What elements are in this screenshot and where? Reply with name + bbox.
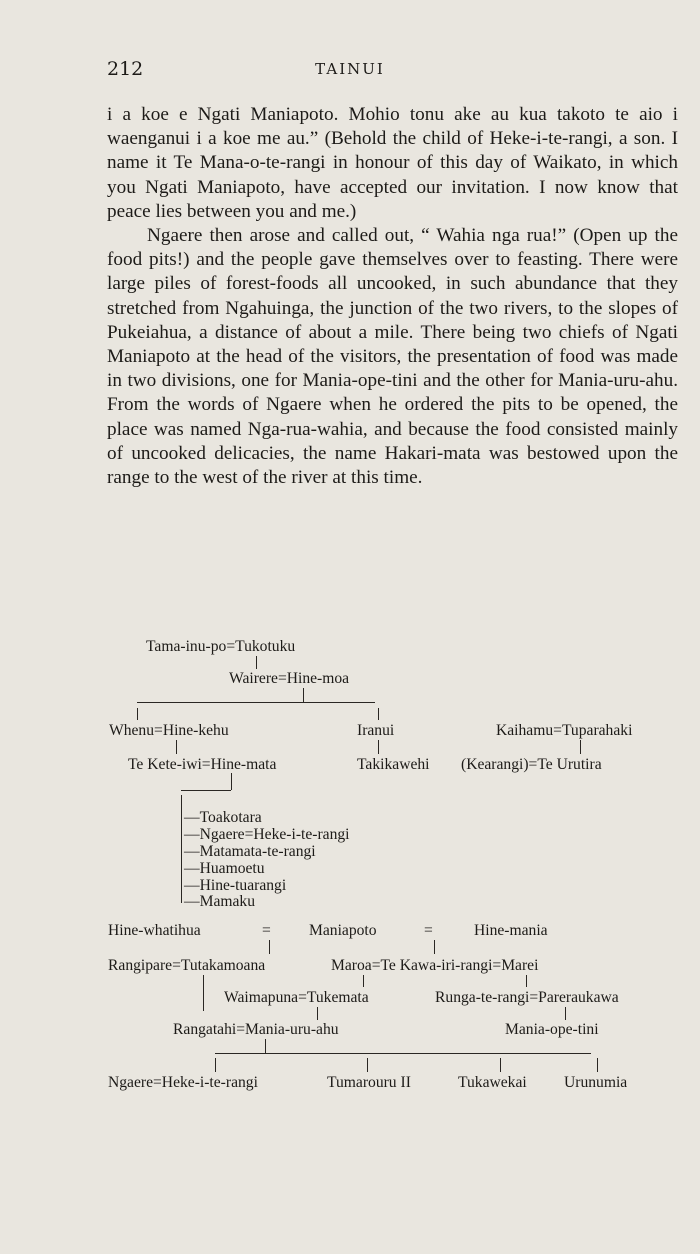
children-bracket-line <box>181 795 182 903</box>
sibling-line <box>215 1053 591 1054</box>
descent-line <box>500 1058 501 1072</box>
person-tumarouru: Tumarouru II <box>327 1074 411 1091</box>
person-takikawehi: Takikawehi <box>357 756 430 773</box>
paragraph-2: Ngaere then arose and called out, “ Wahia nga rua!” (Open up the food pits!) and the people gave themselves over to feasting. There were large piles of forest-foods all uncooked, in such abundance that they stretched from Ngahuinga, the junction of the two rivers, to the slopes of Pukeiahua, a distance of about a mile. There being two chiefs of Ngati Maniapoto at the head of the visitors, the presentation of food was made in two divisions, one for Mania-ope-tini and the other for Mania-uru-ahu. From the words of Ngaere when he ordered the pits to be opened, the place was named Nga-rua-wahia, and because the food consisted mainly of uncooked delicacies, the name Hakari-mata was bestowed upon the range to the west of the river at this time. <box>107 225 678 489</box>
couple-rangipare: Rangipare=Tutakamoana <box>108 957 266 974</box>
child-huamoetu: —Huamoetu <box>184 860 265 877</box>
couple-kaihamu: Kaihamu=Tuparahaki <box>496 722 633 739</box>
couple-kearangi: (Kearangi)=Te Urutira <box>461 756 602 773</box>
body-text <box>107 103 678 490</box>
descent-line <box>378 708 379 720</box>
child-mamaku: —Mamaku <box>184 893 256 910</box>
descent-line <box>363 975 364 987</box>
descent-line <box>203 975 204 1011</box>
couple-maroa: Maroa=Te Kawa-iri-rangi=Marei <box>331 957 539 974</box>
marriage-sign: = <box>262 922 271 939</box>
person-urunumia: Urunumia <box>564 1074 628 1091</box>
person-mania-ope-tini: Mania-ope-tini <box>505 1021 599 1038</box>
couple-rangatahi: Rangatahi=Mania-uru-ahu <box>173 1021 339 1038</box>
couple-runga-te-rangi: Runga-te-rangi=Pareraukawa <box>435 989 619 1006</box>
descent-line <box>265 1039 266 1053</box>
descent-line <box>231 773 232 790</box>
descent-line <box>317 1007 318 1020</box>
descent-line <box>303 688 304 702</box>
page-number: 212 <box>107 58 144 80</box>
marriage-sign: = <box>424 922 433 939</box>
descent-line <box>378 740 379 754</box>
couple-wairere: Wairere=Hine-moa <box>229 670 350 687</box>
descent-line <box>526 975 527 987</box>
person-iranui: Iranui <box>357 722 395 739</box>
descent-line <box>434 940 435 954</box>
descent-line <box>367 1058 368 1072</box>
running-head: TAINUI <box>315 60 385 78</box>
couple-whenu: Whenu=Hine-kehu <box>109 722 229 739</box>
descent-line <box>215 1058 216 1072</box>
person-maniapoto: Maniapoto <box>309 922 377 939</box>
person-tukawekai: Tukawekai <box>458 1074 527 1091</box>
paragraph-1: i a koe e Ngati Maniapoto. Mohio tonu ake au kua takoto te aio i waenganui i a koe me au.” (Behold the child of Heke-i-te-rangi, a son. I name it Te Mana-o-te-rangi in honour of this day of Waikato, in which you Ngati Maniapoto, have accepted our invitation. I now know that peace lies between you and me.) <box>107 104 678 222</box>
person-hine-whatihua: Hine-whatihua <box>108 922 201 939</box>
couple-te-kete-iwi: Te Kete-iwi=Hine-mata <box>128 756 277 773</box>
sibling-line <box>181 790 231 791</box>
couple-ngaere: Ngaere=Heke-i-te-rangi <box>108 1074 258 1091</box>
descent-line <box>269 940 270 954</box>
sibling-line <box>137 702 375 703</box>
child-matamata-te-rangi: —Matamata-te-rangi <box>184 843 316 860</box>
descent-line <box>597 1058 598 1072</box>
descent-line <box>137 708 138 720</box>
child-toakotara: —Toakotara <box>184 809 262 826</box>
person-hine-mania: Hine-mania <box>474 922 548 939</box>
child-ngaere: —Ngaere=Heke-i-te-rangi <box>184 826 350 843</box>
descent-line <box>565 1007 566 1020</box>
ancestor-couple: Tama-inu-po=Tukotuku <box>146 638 296 655</box>
couple-waimapuna: Waimapuna=Tukemata <box>224 989 369 1006</box>
descent-line <box>580 740 581 754</box>
child-hine-tuarangi: —Hine-tuarangi <box>184 877 287 894</box>
descent-line <box>256 656 257 669</box>
descent-line <box>176 740 177 754</box>
